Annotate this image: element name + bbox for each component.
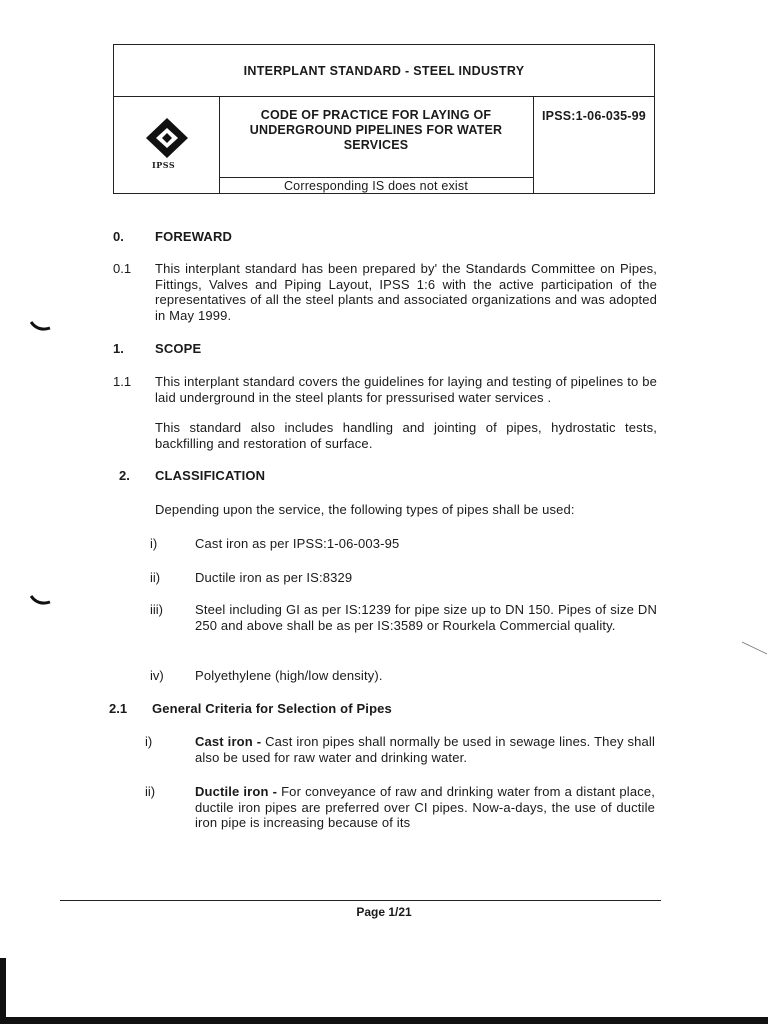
scan-bottom-edge — [0, 1017, 768, 1024]
section-heading-foreward: FOREWARD — [155, 229, 233, 244]
document-subtitle: Corresponding IS does not exist — [283, 179, 469, 193]
section-number: 0. — [113, 229, 124, 244]
section-number: 2. — [119, 468, 130, 483]
term: Cast iron - — [195, 734, 266, 749]
section-heading-criteria: General Criteria for Selection of Pipes — [152, 701, 392, 716]
page-number: Page 1/21 — [356, 905, 412, 919]
term: Ductile iron - — [195, 784, 282, 799]
document-title — [219, 96, 533, 178]
clause-number: 1.1 — [113, 374, 132, 389]
title-line: UNDERGROUND PIPELINES FOR WATER — [249, 123, 503, 137]
standard-header-table — [113, 44, 655, 194]
list-marker: ii) — [145, 784, 156, 799]
list-marker: iv) — [150, 668, 164, 683]
scan-streak-icon — [742, 640, 768, 656]
list-item: Cast iron as per IPSS:1-06-003-95 — [195, 536, 400, 551]
scan-edge — [0, 958, 6, 1024]
clause-text: This interplant standard has been prepared by' the Standards Committee on Pipes, Fittings, Valves and Piping Layout, IPSS 1:6 with the active participation of the representatives of all the steel plants and associated organizations and was adopted in May 1999. — [155, 261, 657, 323]
list-marker: iii) — [150, 602, 163, 617]
title-line: SERVICES — [343, 138, 409, 152]
ipss-diamond-icon — [144, 116, 190, 160]
list-item — [195, 734, 655, 765]
punch-mark-icon — [30, 320, 52, 334]
section-number: 1. — [113, 341, 124, 356]
standard-code: IPSS:1-06-035-99 — [533, 96, 654, 193]
list-item — [195, 784, 655, 831]
title-line: CODE OF PRACTICE FOR LAYING OF — [260, 108, 492, 122]
list-item: Steel including GI as per IS:1239 for pipe size up to DN 150. Pipes of size DN 250 and above shall be as per IS:3589 or Rourkela Commercial quality. — [195, 602, 657, 633]
classification-intro: Depending upon the service, the following types of pipes shall be used: — [155, 502, 575, 517]
clause-text: This interplant standard covers the guidelines for laying and testing of pipelines to be laid underground in the steel plants for pressurised water services . — [155, 374, 657, 405]
list-marker: i) — [145, 734, 153, 749]
list-marker: ii) — [150, 570, 161, 585]
clause-number: 0.1 — [113, 261, 132, 276]
logo-text: IPSS — [152, 160, 176, 170]
list-marker: i) — [150, 536, 158, 551]
section-heading-scope: SCOPE — [155, 341, 202, 356]
list-item: Ductile iron as per IS:8329 — [195, 570, 353, 585]
section-heading-classification: CLASSIFICATION — [155, 468, 266, 483]
list-item: Polyethylene (high/low density). — [195, 668, 383, 683]
term-text: For conveyance of raw and drinking water from a distant place, ductile iron pipes are preferred over CI pipes. Now-a-days, the use of ductile iron pipe is increasing because of its — [195, 784, 655, 830]
ipss-logo — [114, 96, 220, 193]
footer-rule — [60, 900, 661, 901]
punch-mark-icon — [30, 594, 52, 608]
header-org: INTERPLANT STANDARD - STEEL INDUSTRY — [114, 45, 654, 97]
term-text: Cast iron pipes shall normally be used in sewage lines. They shall also be used for raw water and drinking water. — [195, 734, 655, 765]
section-number: 2.1 — [109, 701, 128, 716]
clause-text: This standard also includes handling and jointing of pipes, hydrostatic tests, backfilling and restoration of surface. — [155, 420, 657, 451]
